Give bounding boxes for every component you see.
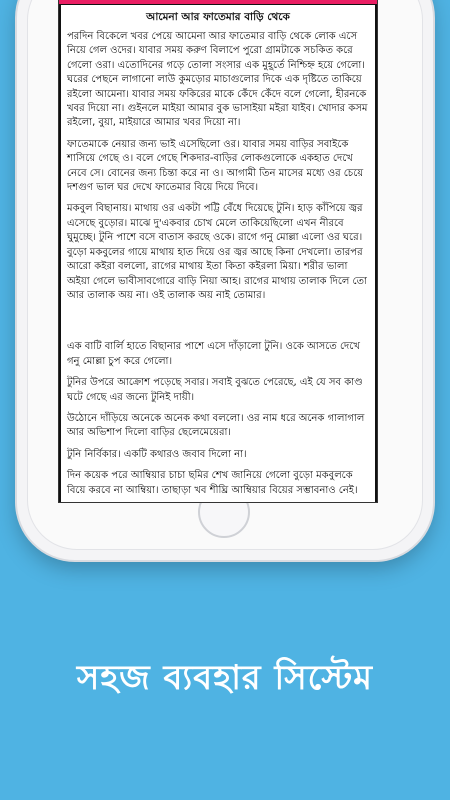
phone-screen	[58, 0, 378, 503]
article-paragraph: টুনি নির্বিকার। একটি কথারও জবাব দিলো না।	[67, 448, 247, 460]
article-paragraph: পরদিন বিকেলে খবর পেয়ে আমেনা আর ফাতেমার বাড়ি থেকে লোক এসে নিয়ে গেল ওদের। যাবার সময় করুণ বিলাপে পুরো গ্রামটাকে সচকিত করে গেলো ওরা। এতোদিনের গড়ে তোলা সংসার এক মুহূর্তে নিশ্চিহ্ন হয়ে গেলো। ঘরের পেছনে লাগানো লাউ কুমড়োর মাচাগুলোর দিকে এক দৃষ্টিতে তাকিয়ে রইলো আমেনা। যাবার সময় ফকিরের মাকে কেঁদে কেঁদে বলে গেলো, হীরনকে খবর দিয়ো না। গুইনলে মাইয়া আমার বুক ভাসাইয়া মইরা যাইব। খোদার কসম রইলো, বুয়া, মাইয়ারে আমার খবর দিয়ো না।	[67, 31, 368, 129]
paragraph-gap	[67, 310, 369, 340]
article-paragraph: এক বাটি বার্লি হাতে বিছানার পাশে এসে দাঁড়ালো টুনি। ওকে আসতে দেখে গনু মোল্লা চুপ করে গেলো।	[67, 341, 360, 367]
article-paragraph: মকবুল বিছানায়। মাথায় ওর একটা পট্টি বেঁধে দিয়েছে টুনি। হাড় কাঁপিয়ে জ্বর এসেছে বুড়োর। মাঝে দু'একবার চোখ মেলে তাকিয়েছিলো এখন নীরবে ঘুমুচ্ছে। টুনি পাশে বসে বাতাস করছে ওকে। রাগে গনু মোল্লা এলো ওর ঘরে। বুড়ো মকবুলের গায়ে মাথায় হাত দিয়ে ওর জ্বর আছে কিনা দেখলো। তারপর আরো কইরা বললো, রাগের মাথায় ইতা কিতা কইরলা মিয়া। শরীর ভালা অইয়া গেলে ভাবীসাবগোরে বাড়ি নিয়া আহ। রাগের মাথায় তালাক দিলে তো আর তালাক অয় না। ওই তালাক অয় নাই তোমার।	[67, 203, 367, 301]
article-paragraph: উঠোনে দাঁড়িয়ে অনেকে অনেক কথা বললো। ওর নাম ধরে অনেক গালাগাল আর অভিশাপ দিলো বাড়ির ছেলেমেয়েরা।	[67, 412, 365, 439]
article-paragraph: ফাতেমাকে নেয়ার জন্য ভাই এসেছিলো ওর। যাবার সময় বাড়ির সবাইকে শাসিয়ে গেছে ও। বলে গেছে শিকদার-বাড়ির লোকগুলোকে একহাত দেখে নেবে সে। বোনের জন্য চিন্তা করে না ও। আগামী তিন মাসের মধ্যে ওর চেয়ে দশগুণ ভাল ঘর দেখে ফাতেমার বিয়ে দিয়ে দিবে।	[67, 138, 364, 194]
promo-caption: সহজ ব্যবহার সিস্টেম	[76, 658, 374, 698]
article-paragraph: দিন কয়েক পরে আম্বিয়ার চাচা ছমির শেখ জানিয়ে গেলো বুড়ো মকবুলকে বিয়ে করবে না আম্বিয়া। তাছাড়া খব শীঘ্রি আম্বিয়ার বিয়ের সম্ভাবনাও নেই।	[67, 470, 358, 496]
article-title: আমেনা আর ফাতেমার বাড়ি থেকে	[146, 11, 290, 23]
article-paragraph: টুনির উপরে আক্রোশ পড়েছে সবার। সবাই বুঝতে পেরেছে, এই যে সব কাণ্ড ঘটে গেছে এর জন্যে টুনিই দায়ী।	[67, 377, 363, 403]
article-body	[59, 4, 377, 503]
